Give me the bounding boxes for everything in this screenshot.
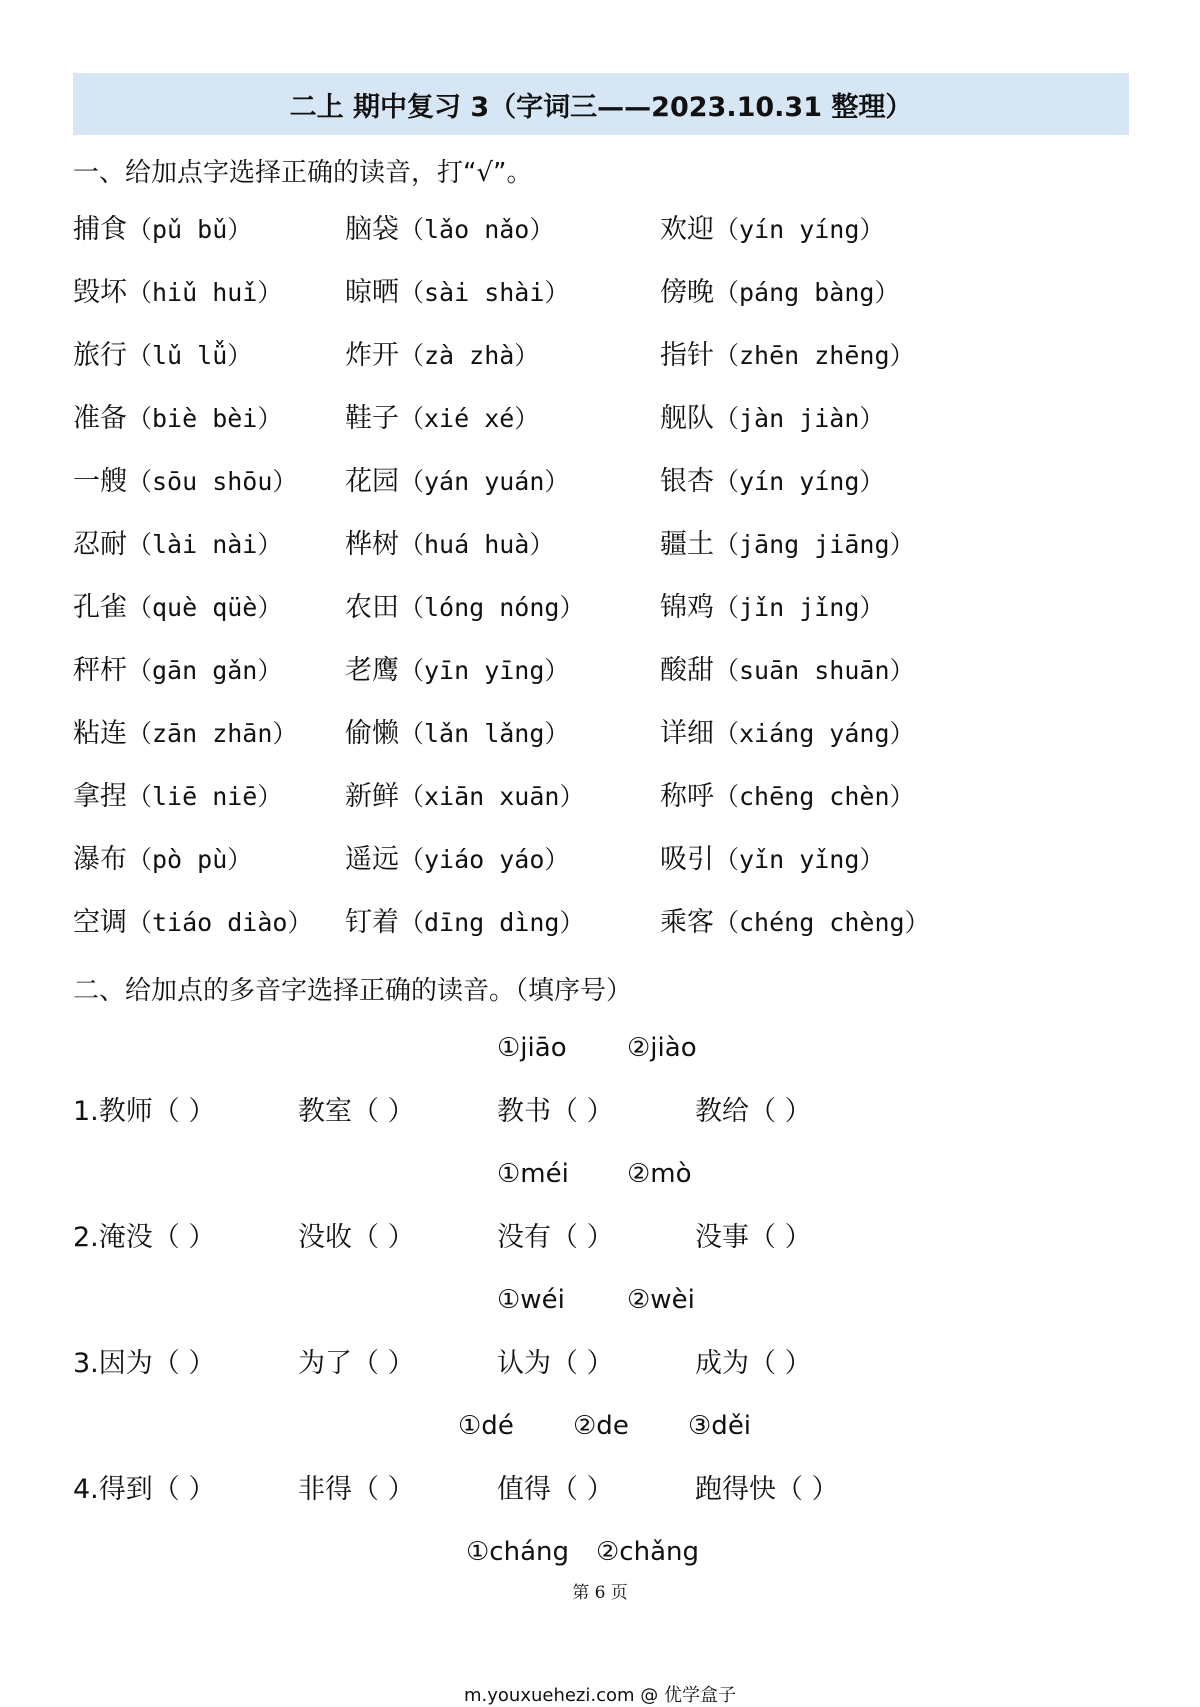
answer-blank[interactable]: 教室（ ）: [298, 1096, 415, 1127]
answer-blank[interactable]: 非得（ ）: [298, 1474, 415, 1505]
pinyin-options[interactable]: （xiān xuān）: [399, 782, 585, 811]
question-row: [0, 522, 1200, 562]
pinyin-options[interactable]: （zān zhān）: [127, 719, 298, 748]
word: 酸甜: [660, 655, 714, 686]
question-item: [73, 837, 252, 876]
question-item: [73, 207, 252, 246]
question-item: [660, 207, 884, 246]
word: 炸开: [345, 340, 399, 371]
page-number: 第 6 页: [572, 1583, 628, 1603]
word: 详细: [660, 718, 714, 749]
question-item: [660, 900, 930, 939]
answer-blank[interactable]: 教书（ ）: [497, 1096, 614, 1127]
word: 粘连: [73, 718, 127, 749]
answer-blank[interactable]: 3.因为（ ）: [73, 1348, 216, 1379]
reading-option: ②jiào: [627, 1033, 697, 1063]
word: 偷懒: [345, 718, 399, 749]
reading-option: ①dé: [458, 1411, 514, 1441]
word: 新鲜: [345, 781, 399, 812]
pinyin-options[interactable]: （jǐn jǐng）: [714, 593, 885, 622]
pinyin-options[interactable]: （huá huà）: [399, 530, 555, 559]
question-item: [345, 522, 554, 561]
question-row: [0, 837, 1200, 877]
question-row: [0, 774, 1200, 814]
question-item: [345, 711, 569, 750]
question-item: [660, 648, 915, 687]
question-item: [73, 333, 252, 372]
pinyin-options[interactable]: （yín yíng）: [714, 215, 885, 244]
word: 银杏: [660, 466, 714, 497]
question-item: [660, 837, 884, 876]
word: 指针: [660, 340, 714, 371]
question-item: [73, 270, 282, 309]
question-item: [345, 459, 569, 498]
pinyin-options[interactable]: （yīn yīng）: [399, 656, 570, 685]
pinyin-options[interactable]: （lǎn lǎng）: [399, 719, 570, 748]
question-item: [660, 522, 915, 561]
question-row: [0, 270, 1200, 310]
word: 疆土: [660, 529, 714, 560]
word: 瀑布: [73, 844, 127, 875]
pinyin-options[interactable]: （suān shuān）: [714, 656, 915, 685]
question-row: [0, 711, 1200, 751]
question-item: [73, 648, 282, 687]
word: 称呼: [660, 781, 714, 812]
pinyin-options[interactable]: （chēng chèn）: [714, 782, 915, 811]
pinyin-options[interactable]: （jàn jiàn）: [714, 404, 885, 433]
word: 毁坏: [73, 277, 127, 308]
pinyin-options[interactable]: （lǔ lǚ）: [127, 341, 253, 370]
reading-option: ①wéi: [497, 1285, 565, 1315]
question-item: [73, 522, 282, 561]
question-item: [660, 585, 884, 624]
question-row: [0, 207, 1200, 247]
pinyin-options[interactable]: （sōu shōu）: [127, 467, 298, 496]
pinyin-options[interactable]: （chéng chèng）: [714, 908, 930, 937]
question-row: [0, 333, 1200, 373]
question-item: [660, 711, 915, 750]
question-row: [0, 585, 1200, 625]
word: 桦树: [345, 529, 399, 560]
pinyin-options[interactable]: （lǎo nǎo）: [399, 215, 555, 244]
word: 欢迎: [660, 214, 714, 245]
reading-option: ②mò: [627, 1159, 692, 1189]
pinyin-options[interactable]: （dīng dìng）: [399, 908, 585, 937]
reading-option: ③děi: [688, 1411, 752, 1441]
section2-heading: 二、给加点的多音字选择正确的读音。（填序号）: [73, 976, 633, 1006]
question-row: [0, 459, 1200, 499]
reading-option: ②wèi: [627, 1285, 695, 1315]
word: 遥远: [345, 844, 399, 875]
pinyin-options[interactable]: （què qüè）: [127, 593, 283, 622]
word: 傍晚: [660, 277, 714, 308]
answer-blank[interactable]: 认为（ ）: [497, 1348, 614, 1379]
answer-blank[interactable]: 教给（ ）: [695, 1096, 812, 1127]
question-item: [345, 648, 569, 687]
pinyin-options[interactable]: （pǔ bǔ）: [127, 215, 253, 244]
pinyin-options[interactable]: （biè bèi）: [127, 404, 283, 433]
reading-option: ②chǎng: [596, 1537, 699, 1567]
reading-option: ①jiāo: [497, 1033, 567, 1063]
word: 乘客: [660, 907, 714, 938]
word: 一艘: [73, 466, 127, 497]
pinyin-options[interactable]: （jāng jiāng）: [714, 530, 915, 559]
pinyin-options[interactable]: （zhēn zhēng）: [714, 341, 915, 370]
pinyin-options[interactable]: （yán yuán）: [399, 467, 570, 496]
pinyin-options[interactable]: （liē niē）: [127, 782, 283, 811]
question-row: [0, 396, 1200, 436]
pinyin-options[interactable]: （yǐn yǐng）: [714, 845, 885, 874]
pinyin-options[interactable]: （zà zhà）: [399, 341, 540, 370]
reading-option: ①méi: [497, 1159, 569, 1189]
pinyin-options[interactable]: （tiáo diào）: [127, 908, 313, 937]
answer-blank[interactable]: 跑得快（ ）: [695, 1474, 839, 1505]
answer-blank[interactable]: 4.得到（ ）: [73, 1474, 216, 1505]
answer-blank[interactable]: 1.教师（ ）: [73, 1096, 216, 1127]
pinyin-options[interactable]: （páng bàng）: [714, 278, 900, 307]
answer-blank[interactable]: 没事（ ）: [695, 1222, 812, 1253]
word: 捕食: [73, 214, 127, 245]
word: 花园: [345, 466, 399, 497]
word: 晾晒: [345, 277, 399, 308]
word: 农田: [345, 592, 399, 623]
word: 脑袋: [345, 214, 399, 245]
question-item: [660, 774, 915, 813]
word: 鞋子: [345, 403, 399, 434]
word: 孔雀: [73, 592, 127, 623]
answer-blank[interactable]: 成为（ ）: [695, 1348, 812, 1379]
reading-option: ①cháng: [466, 1537, 569, 1567]
answer-blank[interactable]: 没有（ ）: [497, 1222, 614, 1253]
question-item: [660, 270, 899, 309]
section1-heading: 一、给加点字选择正确的读音，打“√”。: [73, 158, 533, 188]
answer-blank[interactable]: 为了（ ）: [298, 1348, 415, 1379]
question-item: [660, 459, 884, 498]
pinyin-options[interactable]: （sài shài）: [399, 278, 570, 307]
question-item: [660, 333, 915, 372]
word: 老鹰: [345, 655, 399, 686]
word: 空调: [73, 907, 127, 938]
question-row: [0, 648, 1200, 688]
question-item: [345, 207, 554, 246]
word: 吸引: [660, 844, 714, 875]
site-footer: m.youxuehezi.com @ 优学盒子: [463, 1685, 736, 1706]
question-item: [73, 774, 282, 813]
question-item: [660, 396, 884, 435]
pinyin-options[interactable]: （xiáng yáng）: [714, 719, 915, 748]
pinyin-options[interactable]: （gān gǎn）: [127, 656, 283, 685]
question-item: [73, 900, 312, 939]
question-item: [73, 459, 297, 498]
pinyin-options[interactable]: （yiáo yáo）: [399, 845, 570, 874]
question-item: [73, 396, 282, 435]
word: 秤杆: [73, 655, 127, 686]
question-item: [73, 711, 297, 750]
question-item: [345, 774, 584, 813]
word: 舰队: [660, 403, 714, 434]
answer-blank[interactable]: 没收（ ）: [298, 1222, 415, 1253]
word: 锦鸡: [660, 592, 714, 623]
pinyin-options[interactable]: （hiǔ huǐ）: [127, 278, 283, 307]
word: 钉着: [345, 907, 399, 938]
pinyin-options[interactable]: （lóng nóng）: [399, 593, 585, 622]
pinyin-options[interactable]: （lài nài）: [127, 530, 283, 559]
pinyin-options[interactable]: （xié xé）: [399, 404, 540, 433]
question-item: [345, 900, 584, 939]
word: 旅行: [73, 340, 127, 371]
question-item: [345, 333, 539, 372]
question-item: [345, 585, 584, 624]
word: 忍耐: [73, 529, 127, 560]
page-title: 二上 期中复习 3（字词三——2023.10.31 整理）: [73, 73, 1129, 135]
pinyin-options[interactable]: （yín yíng）: [714, 467, 885, 496]
word: 拿捏: [73, 781, 127, 812]
answer-blank[interactable]: 值得（ ）: [497, 1474, 614, 1505]
question-item: [345, 396, 539, 435]
reading-option: ②de: [573, 1411, 629, 1441]
answer-blank[interactable]: 2.淹没（ ）: [73, 1222, 216, 1253]
question-row: [0, 900, 1200, 940]
question-item: [345, 270, 569, 309]
pinyin-options[interactable]: （pò pù）: [127, 845, 253, 874]
question-item: [73, 585, 282, 624]
word: 准备: [73, 403, 127, 434]
question-item: [345, 837, 569, 876]
